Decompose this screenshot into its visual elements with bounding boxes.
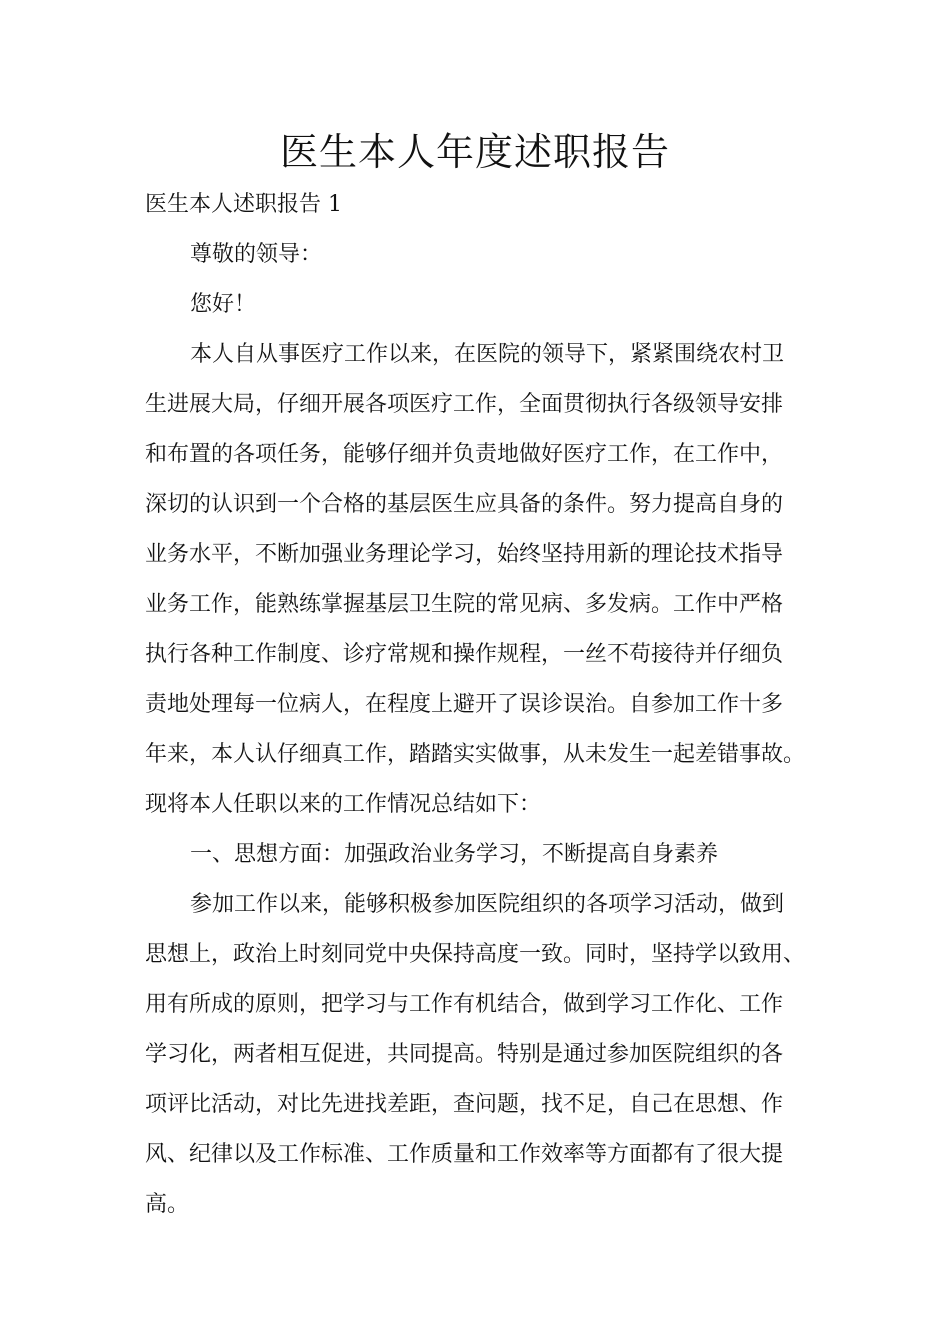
text-line: 用有所成的原则，把学习与工作有机结合，做到学习工作化、工作 [145, 992, 784, 1017]
text-line: 年来，本人认仔细真工作，踏踏实实做事，从未发生一起差错事故。 [145, 742, 806, 767]
text-line: 项评比活动，对比先进找差距，查问题，找不足，自己在思想、作 [145, 1092, 784, 1117]
text-line: 学习化，两者相互促进，共同提高。特别是通过参加医院组织的各 [145, 1042, 784, 1067]
text-line: 本人自从事医疗工作以来，在医院的领导下，紧紧围绕农村卫 [190, 342, 785, 367]
text-line: 参加工作以来，能够积极参加医院组织的各项学习活动，做到 [190, 892, 785, 917]
text-line: 风、纪律以及工作标准、工作质量和工作效率等方面都有了很大提 [145, 1142, 784, 1167]
text-line: 生进展大局，仔细开展各项医疗工作，全面贯彻执行各级领导安排 [145, 392, 784, 417]
text-line: 一、思想方面：加强政治业务学习，不断提高自身素养 [190, 842, 719, 867]
text-line: 尊敬的领导： [190, 242, 323, 267]
text-line: 业务水平，不断加强业务理论学习，始终坚持用新的理论技术指导 [145, 542, 784, 567]
page-title: 医生本人年度述职报告 [279, 130, 670, 174]
text-line: 业务工作，能熟练掌握基层卫生院的常见病、多发病。工作中严格 [145, 592, 784, 617]
text-line: 现将本人任职以来的工作情况总结如下： [145, 792, 542, 817]
text-line: 和布置的各项任务，能够仔细并负责地做好医疗工作，在工作中， [145, 442, 784, 467]
text-line: 医生本人述职报告 1 [145, 192, 342, 217]
text-line: 您好！ [190, 292, 257, 317]
text-line: 执行各种工作制度、诊疗常规和操作规程，一丝不苟接待并仔细负 [145, 642, 784, 667]
text-line: 高。 [145, 1192, 190, 1217]
text-line: 深切的认识到一个合格的基层医生应具备的条件。努力提高自身的 [145, 492, 784, 517]
text-line: 思想上，政治上时刻同党中央保持高度一致。同时，坚持学以致用、 [145, 942, 806, 967]
text-line: 责地处理每一位病人，在程度上避开了误诊误治。自参加工作十多 [145, 692, 784, 717]
document-body [145, 180, 835, 1230]
